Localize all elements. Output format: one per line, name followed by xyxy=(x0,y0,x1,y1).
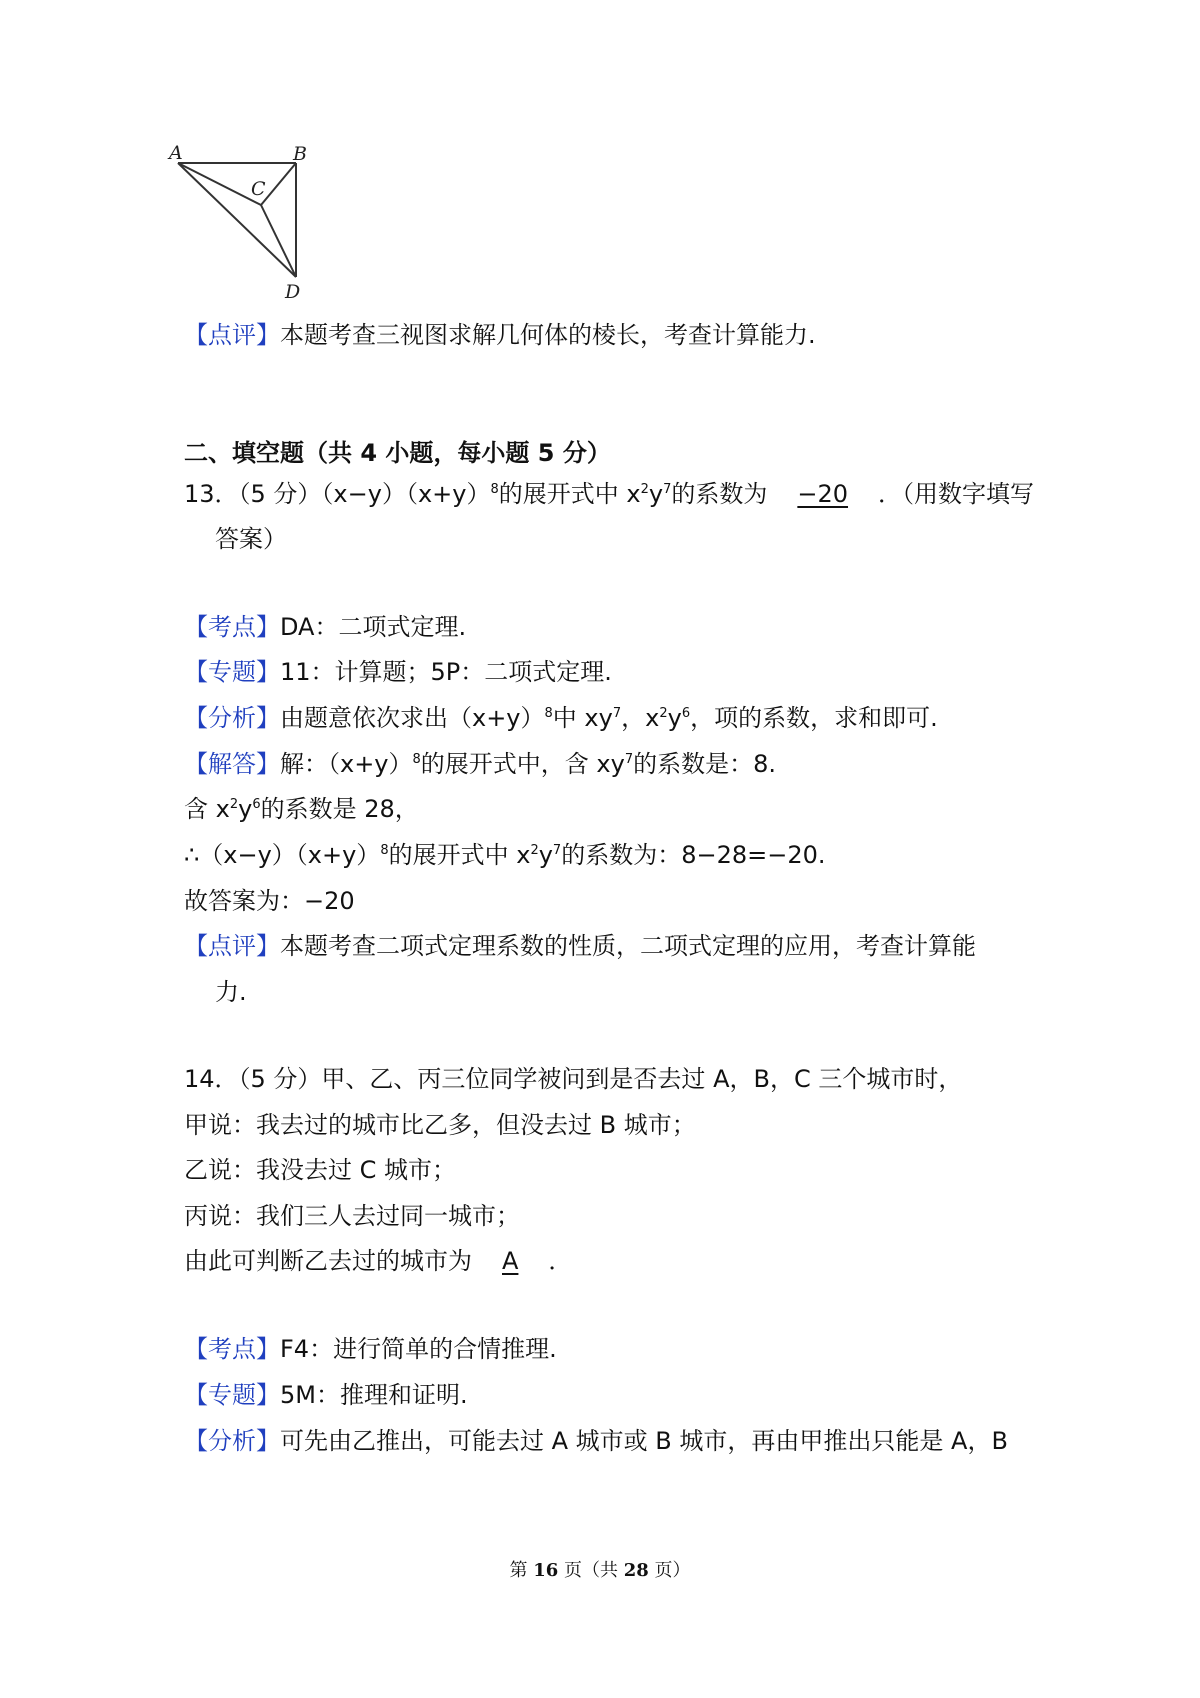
q13-stem-text: 13．（5 分）（x−y）（x+y） xyxy=(184,480,491,508)
q13-fenxi xyxy=(184,701,938,735)
comment-text: 本题考查三视图求解几何体的棱长，考查计算能力. xyxy=(280,321,816,349)
exponent: 6 xyxy=(252,797,261,812)
solution-text: 的系数为：8−28=−20. xyxy=(561,841,826,869)
q13-solution-line2 xyxy=(184,792,419,826)
exponent: 7 xyxy=(624,752,634,767)
solution-text: 含 x xyxy=(184,795,230,823)
total-pages: 28 xyxy=(623,1560,649,1581)
kaodian-text: DA：二项式定理. xyxy=(280,613,467,641)
q14-conclusion-text: ． xyxy=(548,1247,573,1275)
q13-kaodian xyxy=(184,610,466,644)
exponent: 2 xyxy=(640,482,649,497)
q13-final-answer: 故答案为：−20 xyxy=(184,887,355,915)
exponent: 2 xyxy=(659,706,668,721)
fenxi-text: 由题意依次求出（x+y） xyxy=(280,704,545,732)
edge-bc xyxy=(261,163,296,205)
jieda-text: 的展开式中，含 xy xyxy=(420,750,625,778)
exponent: 2 xyxy=(229,797,239,812)
section-title: 二、填空题（共 4 小题，每小题 5 分） xyxy=(184,439,611,467)
page-number: 16 xyxy=(533,1560,559,1581)
exponent: 6 xyxy=(681,706,691,721)
zhuanti-text: 5M：推理和证明. xyxy=(280,1381,468,1409)
q14-zhuanti xyxy=(184,1378,468,1412)
q13-zhuanti xyxy=(184,655,612,689)
q14-statement-bing: 丙说：我们三人去过同一城市； xyxy=(184,1202,520,1230)
kaodian-tag: 【考点】 xyxy=(184,613,280,641)
q14-conclusion-text: 由此可判断乙去过的城市为 xyxy=(184,1247,472,1275)
vertex-label-c: C xyxy=(251,178,266,200)
q14-conclusion xyxy=(184,1244,572,1278)
page-footer xyxy=(0,1556,1200,1582)
q13-stem xyxy=(184,477,1034,511)
fenxi-tag: 【分析】 xyxy=(184,1427,280,1455)
q14-answer-blank: A xyxy=(502,1247,519,1275)
zhuanti-tag: 【专题】 xyxy=(184,658,280,686)
fenxi-text: ，x xyxy=(621,704,660,732)
edge-cd xyxy=(261,205,296,277)
footer-text: 页） xyxy=(648,1560,691,1581)
q13-answer-blank: −20 xyxy=(797,480,849,508)
comment-tag: 【点评】 xyxy=(184,321,280,349)
q14-fenxi xyxy=(184,1424,1008,1458)
q13-stem-text: 的展开式中 x xyxy=(498,480,641,508)
vertex-label-d: D xyxy=(285,281,301,303)
q13-solution-line3 xyxy=(184,838,826,872)
solution-text: y xyxy=(538,841,553,869)
fenxi-text: 中 xy xyxy=(552,704,613,732)
q14-stem: 14．（5 分）甲、乙、丙三位同学被问到是否去过 A，B，C 三个城市时， xyxy=(184,1065,963,1093)
zhuanti-tag: 【专题】 xyxy=(184,1381,280,1409)
q13-stem-text: ．（用数字填写 xyxy=(878,480,1035,508)
q14-statement-yi: 乙说：我没去过 C 城市； xyxy=(184,1156,457,1184)
fenxi-text: 可先由乙推出，可能去过 A 城市或 B 城市，再由甲推出只能是 A，B xyxy=(280,1427,1008,1455)
solution-text: 的系数是 28， xyxy=(260,795,419,823)
fenxi-tag: 【分析】 xyxy=(184,704,280,732)
vertex-label-b: B xyxy=(293,143,307,165)
fenxi-text: y xyxy=(667,704,682,732)
jieda-tag: 【解答】 xyxy=(184,750,280,778)
dianping-tag: 【点评】 xyxy=(184,932,280,960)
dianping-text: 本题考查二项式定理系数的性质，二项式定理的应用，考查计算能 xyxy=(280,932,976,960)
exponent: 8 xyxy=(544,706,553,721)
exponent: 8 xyxy=(412,752,421,767)
solution-text: y xyxy=(238,795,253,823)
q13-jieda xyxy=(184,747,776,781)
footer-text: 页（共 xyxy=(558,1560,624,1581)
jieda-text: 解：（x+y） xyxy=(280,750,413,778)
q13-dianping-line2: 力. xyxy=(215,978,247,1006)
jieda-text: 的系数是：8. xyxy=(633,750,777,778)
q13-stem-text: y xyxy=(648,480,664,508)
exponent: 7 xyxy=(612,706,622,721)
q13-stem-text: 的系数为 xyxy=(671,480,768,508)
exponent: 7 xyxy=(552,843,562,858)
solution-text: 的展开式中 x xyxy=(388,841,531,869)
exponent: 2 xyxy=(530,843,539,858)
solution-text: ∴（x−y）（x+y） xyxy=(184,841,381,869)
fenxi-text: ，项的系数，求和即可. xyxy=(690,704,938,732)
edge-ac xyxy=(178,163,261,205)
tetrahedron-figure xyxy=(169,142,325,310)
kaodian-tag: 【考点】 xyxy=(184,1335,280,1363)
exponent: 7 xyxy=(663,482,672,497)
edge-ad xyxy=(178,163,296,277)
vertex-label-a: A xyxy=(169,142,183,164)
exponent: 8 xyxy=(490,482,499,497)
q14-statement-jia: 甲说：我去过的城市比乙多，但没去过 B 城市； xyxy=(184,1111,696,1139)
exponent: 8 xyxy=(380,843,389,858)
zhuanti-text: 11：计算题；5P：二项式定理. xyxy=(280,658,612,686)
comment-12 xyxy=(184,318,816,352)
q13-stem-line2: 答案） xyxy=(215,525,287,553)
footer-text: 第 xyxy=(509,1560,534,1581)
q13-dianping xyxy=(184,929,976,963)
q14-kaodian xyxy=(184,1332,557,1366)
kaodian-text: F4：进行简单的合情推理. xyxy=(280,1335,557,1363)
